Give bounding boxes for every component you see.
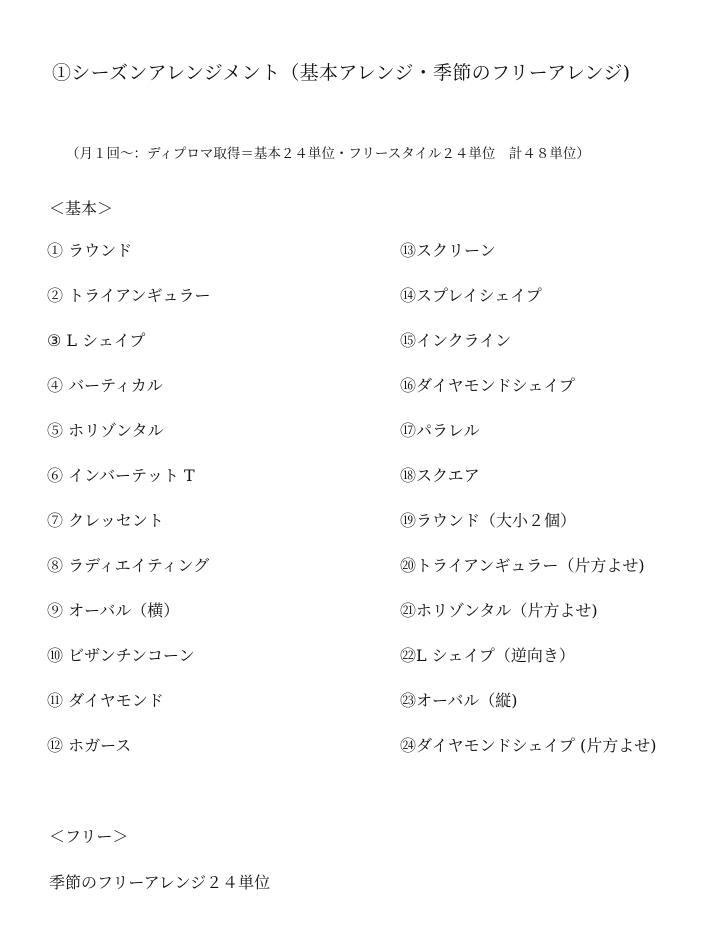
free-section-text: 季節のフリーアレンジ２４単位 [49,873,271,892]
list-item: ㉔ダイヤモンドシェイプ (片方よせ) [400,736,657,755]
list-item: ⑬スクリーン [400,241,496,260]
list-item: ⑧ ラディエイティング [47,556,210,575]
list-item: ⑩ ビザンチンコーン [47,646,195,665]
credit-note: （月１回～：ディプロマ取得＝基本２４単位・フリースタイル２４単位 計４８単位） [66,146,590,162]
list-item: ⑨ オーバル（横） [47,601,180,620]
list-item: ⑲ラウンド（大小２個） [400,511,577,530]
list-item: ⑥ インバーテット T [47,466,195,485]
list-item: ⑪ ダイヤモンド [47,691,164,710]
basic-section-heading: ＜基本＞ [49,199,114,218]
list-item: ① ラウンド [47,241,133,260]
basic-list-left [47,239,211,779]
basic-list-right [400,239,656,779]
free-section-heading: ＜フリー＞ [49,827,129,846]
document-title: ①シーズンアレンジメント（基本アレンジ・季節のフリーアレンジ) [52,62,631,84]
list-item: ⑱スクエア [400,466,480,485]
list-item: ㉑ホリゾンタル（片方よせ) [400,601,598,620]
list-item: ⑮インクライン [400,331,512,350]
list-item: ⑫ ホガース [47,736,132,755]
list-item: ④ バーティカル [47,376,163,395]
list-item: ㉓オーバル（縦) [400,691,518,710]
list-item: ⑰パラレル [400,421,480,440]
list-item: ② トライアンギュラー [47,286,211,305]
list-item: ⑦ クレッセント [47,511,164,530]
list-item: ⑤ ホリゾンタル [47,421,164,440]
list-item: ㉒L シェイプ（逆向き） [400,646,575,665]
list-item: ⑭スプレイシェイプ [400,286,542,305]
list-item: ⑯ダイヤモンドシェイプ [400,376,575,395]
list-item: ③ L シェイプ [47,331,146,350]
list-item: ⑳トライアンギュラー（片方よせ) [400,556,645,575]
